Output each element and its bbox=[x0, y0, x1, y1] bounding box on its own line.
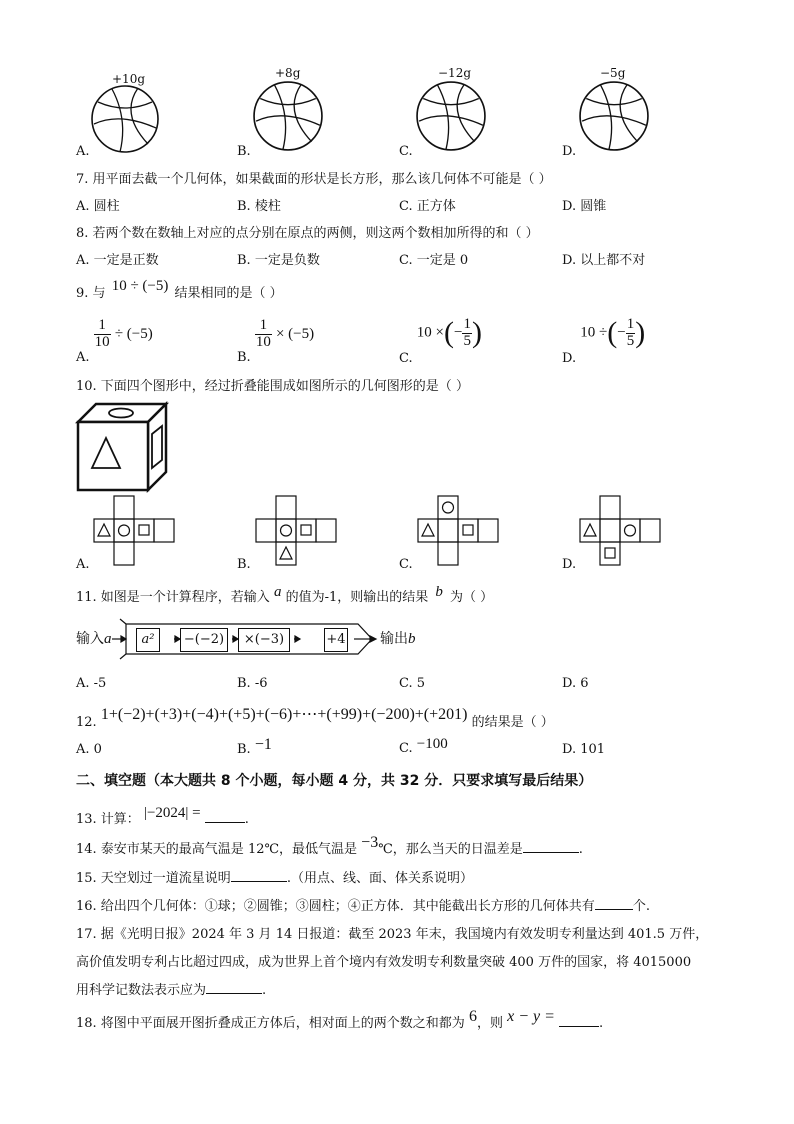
q10-stem: 10. 下面四个图形中，经过折叠能围成如图所示的几何图形的是（ ） bbox=[76, 379, 469, 394]
option-letter-d: D. bbox=[562, 557, 577, 572]
answer-blank[interactable] bbox=[523, 852, 579, 853]
q9-option-c: C. 10 ×(− $\frac{1}{5}$ ) bbox=[399, 315, 482, 366]
q11-option-c: C. 5 bbox=[399, 676, 426, 691]
flow-step-square: a² bbox=[136, 628, 160, 652]
q7-option-b: B. 棱柱 bbox=[237, 199, 281, 214]
q11-option-b: B. -6 bbox=[237, 676, 268, 691]
option-letter-c: C. bbox=[399, 144, 413, 159]
option-letter: C. bbox=[399, 351, 413, 366]
fraction: $\frac{1}{5}$ bbox=[626, 315, 635, 349]
q8-option-d: D. 以上都不对 bbox=[562, 253, 646, 268]
answer-blank[interactable] bbox=[595, 909, 633, 910]
q12-option-b: B. −1 bbox=[237, 736, 272, 757]
q16-pre: 16. 给出四个几何体：①球；②圆锥；③圆柱；④正方体．其中能截出长方形的几何体共有 bbox=[76, 899, 595, 914]
q13: 13. 计算： |−2024| = . bbox=[76, 805, 249, 827]
answer-blank[interactable] bbox=[231, 881, 287, 882]
q12-option-d: D. 101 bbox=[562, 742, 606, 757]
q15 bbox=[76, 867, 473, 886]
q9-expr: 10 ÷ (−5) bbox=[111, 278, 169, 294]
basketball-icon bbox=[415, 80, 487, 152]
q18-pre: 18. 将图中平面展开图折叠成正方体后，相对面上的两个数之和都为 bbox=[76, 1016, 465, 1031]
answer-blank[interactable] bbox=[559, 1026, 599, 1027]
option-letter: B. bbox=[237, 349, 251, 365]
q12-expr: 1+(−2)+(+3)+(−4)+(+5)+(−6)+⋯+(+99)+(−200)+(+201) bbox=[100, 706, 468, 723]
q8-option-a: A. 一定是正数 bbox=[76, 253, 159, 268]
q11-stem-b: 的值为-1，则输出的结果 bbox=[285, 590, 429, 605]
fraction: $\frac{1}{5}$ bbox=[463, 315, 471, 349]
q13-prefix: 13. 计算： bbox=[76, 812, 140, 827]
net-option-a bbox=[94, 495, 194, 567]
q14-value: −3 bbox=[361, 834, 379, 851]
q9-c-sign: − bbox=[453, 324, 463, 341]
q14-post: ℃，那么当天的日温差是 bbox=[378, 842, 523, 857]
basketball-icon bbox=[578, 80, 650, 152]
flow-step-subtract: −(−2) bbox=[180, 628, 228, 652]
answer-blank[interactable] bbox=[206, 993, 262, 994]
q12-option-c: C. −100 bbox=[399, 736, 448, 756]
net-option-d bbox=[580, 495, 680, 567]
q14-pre: 14. 泰安市某天的最高气温是 12℃，最低气温是 bbox=[76, 842, 358, 857]
q11-option-d: D. 6 bbox=[562, 676, 589, 691]
q11-var-b: b bbox=[435, 584, 443, 600]
q9-option-b bbox=[237, 317, 315, 365]
basketball-icon bbox=[252, 80, 324, 152]
q7-option-d: D. 圆锥 bbox=[562, 199, 607, 214]
cube-figure bbox=[76, 402, 168, 494]
q18-expr: x − y = bbox=[507, 1008, 555, 1025]
q9-a-rest: ÷ (−5) bbox=[114, 325, 153, 342]
q9-stem bbox=[76, 278, 283, 301]
q9-suffix: 结果相同的是（ ） bbox=[174, 286, 283, 301]
q18-mid: ，则 bbox=[476, 1016, 503, 1031]
net-option-b bbox=[256, 495, 356, 567]
q7-option-c: C. 正方体 bbox=[399, 199, 456, 214]
ball-weight-b: +8g bbox=[275, 66, 301, 80]
q9-prefix: 9. 与 bbox=[76, 286, 106, 301]
q15-pre: 15. 天空划过一道流星说明 bbox=[76, 871, 231, 886]
fraction: $\frac{1}{10}$ bbox=[94, 317, 110, 350]
q7-stem: 7. 用平面去截一个几何体，如果截面的形状是长方形，那么该几何体不可能是（ ） bbox=[76, 172, 552, 187]
net-option-c bbox=[418, 495, 518, 567]
q9-b-rest: × (−5) bbox=[275, 325, 315, 342]
ball-weight-c: −12g bbox=[438, 66, 472, 80]
q8-stem: 8. 若两个数在数轴上对应的点分别在原点的两侧，则这两个数相加所得的和（ ） bbox=[76, 226, 539, 241]
option-letter: D. bbox=[562, 351, 577, 366]
q12-stem bbox=[76, 704, 554, 730]
option-letter-a: A. bbox=[76, 144, 90, 159]
q17-line1: 17. 据《光明日报》2024 年 3 月 14 日报道：截至 2023 年末，我国境内有效发明专利量达到 401.5 万件， bbox=[76, 927, 709, 942]
ball-weight-a: +10g bbox=[112, 72, 146, 86]
q11-stem-a: 11. 如图是一个计算程序，若输入 bbox=[76, 590, 270, 605]
fraction: $\frac{1}{10}$ bbox=[255, 317, 271, 350]
q16-post: 个. bbox=[632, 899, 650, 914]
option-letter: A. bbox=[76, 349, 90, 365]
answer-blank[interactable] bbox=[205, 822, 245, 823]
option-letter-c: C. bbox=[399, 557, 413, 572]
option-letter-b: B. bbox=[237, 557, 251, 572]
flow-input-label: 输入a bbox=[76, 631, 112, 647]
q9-c-pre: 10 × bbox=[416, 324, 444, 341]
flow-step-add: +4 bbox=[324, 628, 348, 652]
q12-prefix: 12. bbox=[76, 715, 97, 730]
q11-var-a: a bbox=[273, 584, 282, 600]
option-letter-a: A. bbox=[76, 557, 90, 572]
option-letter-b: B. bbox=[237, 144, 251, 159]
q15-post: .（用点、线、面、体关系说明） bbox=[286, 871, 473, 886]
flow-step-multiply: ×(−3) bbox=[238, 628, 290, 652]
q18: 18. 将图中平面展开图折叠成正方体后，相对面上的两个数之和都为 6，则 x − y = . bbox=[76, 1008, 604, 1031]
q17-line2: 高价值发明专利占比超过四成，成为世界上首个境内有效发明专利数量突破 400 万件的国家，将 4015000 bbox=[76, 955, 692, 970]
q9-option-a bbox=[76, 317, 153, 365]
q8-option-b: B. 一定是负数 bbox=[237, 253, 320, 268]
q8-option-c: C. 一定是 0 bbox=[399, 253, 469, 268]
q12-option-a: A. 0 bbox=[76, 742, 102, 757]
q9-d-sign: − bbox=[617, 324, 626, 341]
section-heading: 二、填空题（本大题共 8 个小题，每小题 4 分，共 32 分．只要求填写最后结果） bbox=[76, 773, 593, 789]
q14: 14. 泰安市某天的最高气温是 12℃，最低气温是 −3℃，那么当天的日温差是 . bbox=[76, 834, 583, 857]
basketball-icon bbox=[90, 84, 160, 154]
option-letter-d: D. bbox=[562, 144, 577, 159]
q7-option-a: A. 圆柱 bbox=[76, 199, 120, 214]
q9-d-pre: 10 ÷ bbox=[580, 324, 608, 341]
q9-option-d: D. 10 ÷(− $\frac{1}{5}$ ) bbox=[562, 315, 646, 366]
q11-option-a: A. -5 bbox=[76, 676, 107, 691]
q17-line3: 用科学记数法表示应为 . bbox=[76, 983, 267, 998]
q12-suffix: 的结果是（ ） bbox=[471, 715, 554, 730]
q11-stem-c: 为（ ） bbox=[450, 590, 494, 605]
ball-weight-d: −5g bbox=[600, 66, 626, 80]
q13-expr: |−2024| = bbox=[143, 805, 201, 821]
flow-output-label: 输出b bbox=[380, 631, 416, 647]
q11-stem bbox=[76, 586, 493, 606]
q16 bbox=[76, 895, 650, 914]
q18-value: 6 bbox=[468, 1008, 477, 1025]
